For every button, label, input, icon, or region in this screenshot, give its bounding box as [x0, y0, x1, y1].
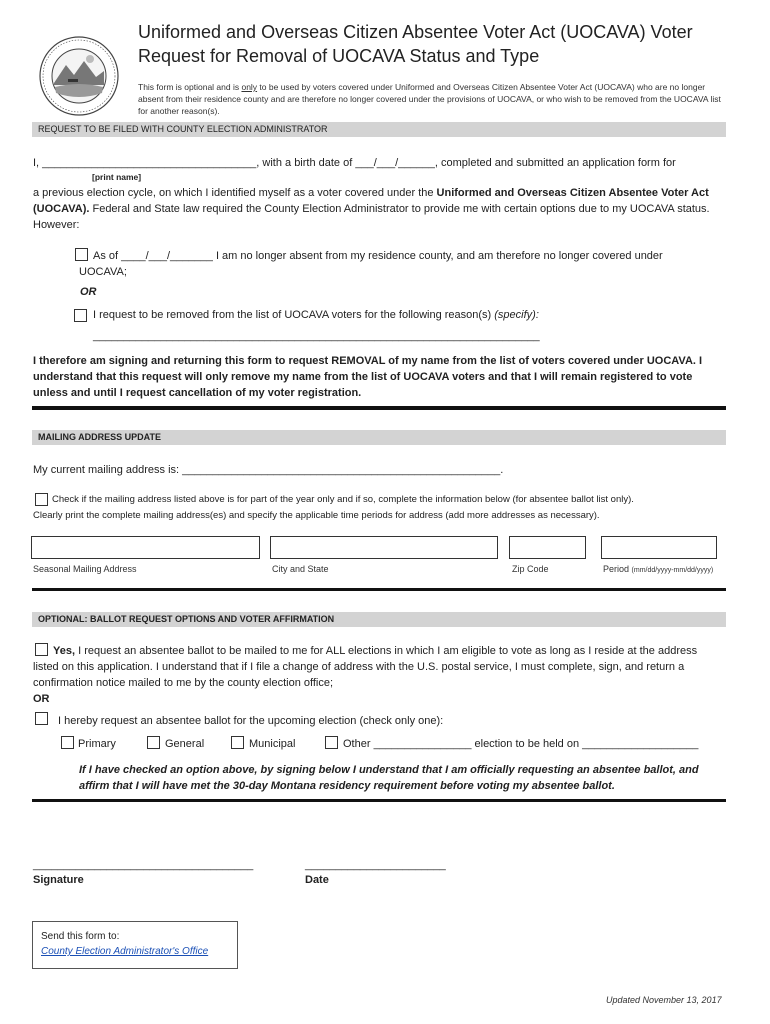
option1-line1: As of ____/___/_______ I am no longer absent from my residence county, and am therefore no longer covered under [93, 250, 663, 262]
send-label: Send this form to: [41, 931, 120, 942]
section-bar-mailing: MAILING ADDRESS UPDATE [32, 430, 726, 445]
specify-label: (specify): [494, 309, 539, 321]
previous-cycle-paragraph [33, 185, 723, 233]
para-post: Federal and State law required the County Election Administrator to provide me with certain options due to my UOCAVA status. However: [33, 203, 710, 231]
primary-checkbox[interactable] [61, 736, 74, 749]
zip-code-field[interactable] [509, 536, 586, 559]
signature-line[interactable]: ____________________________________ [33, 859, 254, 871]
part-year-checkbox[interactable] [35, 493, 48, 506]
signature-label: Signature [33, 874, 84, 886]
state-seal-logo [38, 35, 120, 117]
section-bar-request: REQUEST TO BE FILED WITH COUNTY ELECTION ADMINISTRATOR [32, 122, 726, 137]
seasonal-address-field[interactable] [31, 536, 260, 559]
other-checkbox[interactable] [325, 736, 338, 749]
section-bar-ballot: OPTIONAL: BALLOT REQUEST OPTIONS AND VOTER AFFIRMATION [32, 612, 726, 627]
period-field[interactable] [601, 536, 717, 559]
general-checkbox[interactable] [147, 736, 160, 749]
period-format: (mm/dd/yyyy-mm/dd/yyyy) [631, 567, 714, 574]
zip-code-label: Zip Code [512, 564, 549, 574]
upcoming-election-text: I hereby request an absentee ballot for the upcoming election (check only one): [58, 715, 444, 727]
intro-only: only [241, 82, 258, 92]
print-name-label: [print name] [92, 172, 142, 182]
form-title: Uniformed and Overseas Citizen Absentee Voter Act (UOCAVA) Voter Request for Removal of UOCAVA Status and Type [138, 22, 693, 66]
intro-text [138, 81, 728, 117]
affirmation-text: If I have checked an option above, by signing below I understand that I am officially requesting an absentee ballot, and affirm that I will have met the 30-day Montana residency requirement before voting my absentee ballot. [79, 764, 699, 792]
date-label: Date [305, 874, 329, 886]
city-state-field[interactable] [270, 536, 498, 559]
current-address-line: My current mailing address is: ____________________________________________________. [33, 464, 504, 476]
seasonal-address-label: Seasonal Mailing Address [33, 564, 137, 574]
municipal-label: Municipal [249, 738, 296, 750]
removal-statement: I therefore am signing and returning this form to request REMOVAL of my name from the list of voters covered under UOCAVA. I understand that this request will only remove my name from the list of UOCAVA voters and that I will remain registered to vote unless and until I request cancellation of my voter registration. [33, 355, 703, 399]
intro-pre: This form is optional and is [138, 82, 242, 92]
or-label-2: OR [33, 693, 50, 705]
general-label: General [165, 738, 205, 750]
or-label-1: OR [80, 286, 97, 298]
option2-label: I request to be removed from the list of UOCAVA voters for the following reason(s) [93, 309, 495, 321]
county-office-link[interactable]: County Election Administrator's Office [41, 946, 209, 957]
print-address-text: Clearly print the complete mailing address(es) and specify the applicable time periods for address (add more addresses as necessary). [33, 510, 600, 521]
period-label [603, 564, 713, 574]
section-divider-3 [32, 799, 726, 802]
yes-bold: Yes, [53, 645, 76, 657]
section-divider-2 [32, 588, 726, 591]
para-pre: a previous election cycle, on which I identified myself as a voter covered under the [33, 187, 437, 199]
no-longer-absent-checkbox[interactable] [75, 248, 88, 261]
upcoming-election-checkbox[interactable] [35, 712, 48, 725]
city-state-label: City and State [272, 564, 329, 574]
intro-post: to be used by voters covered under Uniformed and Overseas Citizen Absentee Voter Act (UOCAVA) who are no longer absent from their residence county and are therefore no longer covered under the provisions of UOCAVA, or who wish to be removed from the UOCAVA list for another reason(s). [138, 82, 721, 116]
other-label: Other ________________ election to be held on ___________________ [343, 738, 699, 750]
para-bold: Uniformed and Overseas Citizen Absentee Voter Act (UOCAVA). [33, 187, 709, 215]
option2-text [93, 307, 713, 323]
yes-all-elections-text [33, 643, 725, 691]
yes-text: I request an absentee ballot to be mailed to me for ALL elections in which I am eligible to vote as long as I reside at the address listed on this application. I understand that if I file a change of address with the U.S. postal service, I must complete, sign, and return a confirmation notice mailed to me by the county election office; [33, 645, 698, 689]
updated-date: Updated November 13, 2017 [606, 995, 722, 1005]
municipal-checkbox[interactable] [231, 736, 244, 749]
remove-from-list-checkbox[interactable] [74, 309, 87, 322]
reason-line: _________________________________________________________________________ [93, 330, 540, 342]
primary-label: Primary [78, 738, 116, 750]
period-label-text: Period [603, 564, 630, 574]
section-divider-1 [32, 406, 726, 410]
option1-line2: UOCAVA; [79, 266, 127, 278]
send-form-box [32, 921, 238, 969]
name-birthdate-line: I, ___________________________________, with a birth date of ___/___/______, completed and submitted an application form for [33, 157, 676, 169]
date-line[interactable]: _______________________ [305, 859, 446, 871]
part-year-text: Check if the mailing address listed above is for part of the year only and if so, complete the information below (for absentee ballot list only). [52, 494, 634, 505]
